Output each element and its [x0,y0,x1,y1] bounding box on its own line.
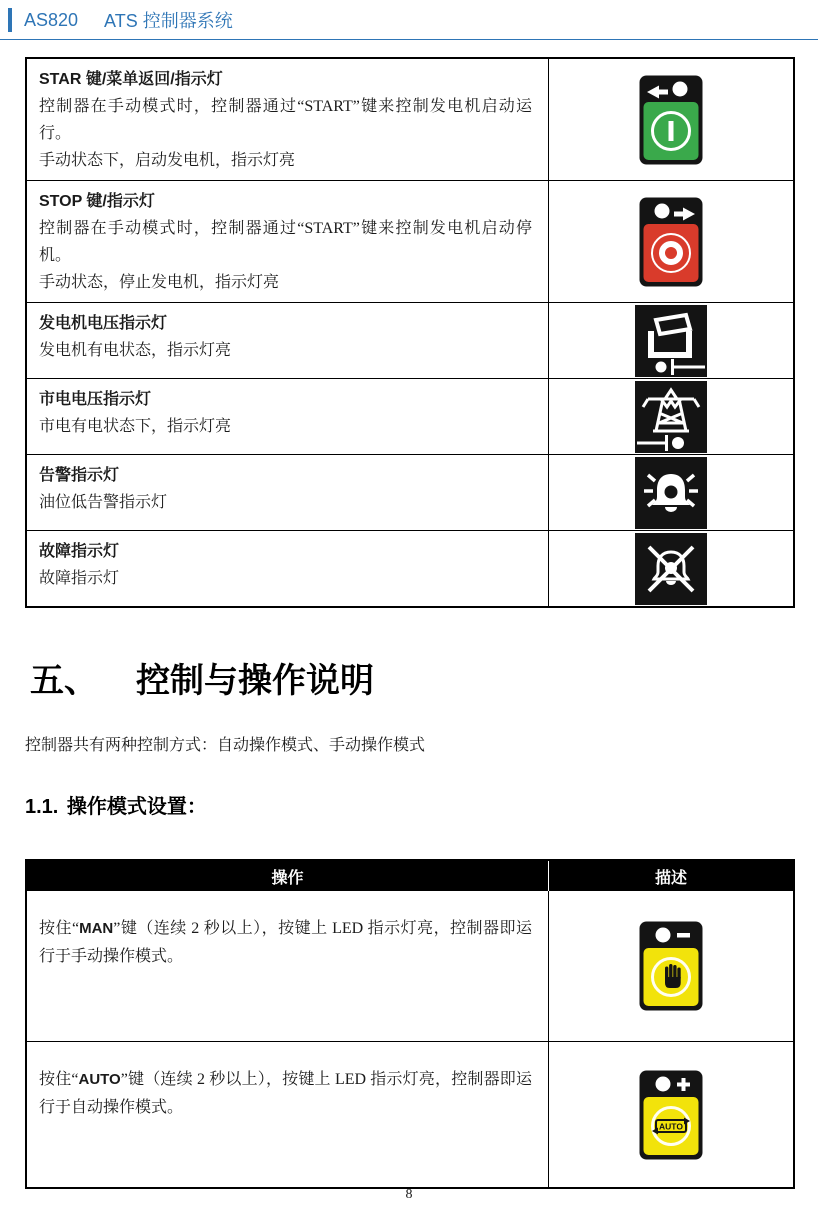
section-number: 五、 [30,662,98,700]
alarm-bell-icon [635,457,707,529]
row-text-cell [27,181,549,302]
table-row [27,1041,793,1187]
fault-bell-icon [635,533,707,605]
row-title: 告警指示灯 [39,467,120,484]
man-button-icon [639,921,703,1011]
op-text-pre: 按住“ [39,1071,79,1088]
section-heading [30,660,818,702]
row-title: 发电机电压指示灯 [39,315,168,332]
subsection-heading [25,793,818,821]
mains-voltage-icon [635,381,707,453]
table-row [27,180,793,302]
operation-table-header [27,861,793,891]
header-model: AS820 [24,9,79,30]
operation-table [25,859,795,1189]
row-desc: 发电机有电状态，指示灯亮 [39,342,232,359]
icon-cell [549,59,793,180]
row-desc: 油位低告警指示灯 [39,494,168,511]
table-row [27,59,793,180]
row-title: 故障指示灯 [39,543,120,560]
table-row [27,454,793,530]
row-text-cell [27,455,549,530]
subsection-title: 操作模式设置： [66,796,207,818]
icon-cell [549,303,793,378]
section-title: 控制与操作说明 [136,662,374,700]
row-text-cell [27,891,549,1041]
header-title: ATS 控制器系统 [104,11,233,31]
start-button-icon [639,75,703,165]
icon-cell [549,379,793,454]
row-title: 市电电压指示灯 [39,391,152,408]
row-text-cell [27,303,549,378]
indicator-table [25,57,795,608]
row-text-cell [27,531,549,606]
op-text-post: ”键（连续 2 秒以上），按键上 LED 指示灯亮，控制器即运行于手动操作模式。 [39,920,532,965]
row-desc: 控制器在手动模式时，控制器通过“START”键来控制发电机启动运行。 [39,98,532,142]
row-desc: 市电有电状态下，指示灯亮 [39,418,232,435]
row-desc: 控制器在手动模式时，控制器通过“START”键来控制发电机启动停机。 [39,220,532,264]
op-text-pre: 按住“ [39,920,80,937]
intro-paragraph: 控制器共有两种控制方式：自动操作模式、手动操作模式 [25,737,426,754]
table-row [27,302,793,378]
icon-cell [549,1042,793,1187]
table-row [27,891,793,1041]
row-desc: 手动状态下，启动发电机，指示灯亮 [39,152,296,169]
stop-button-icon [639,197,703,287]
subsection-number: 1.1. [25,796,59,818]
row-text-cell [27,379,549,454]
op-text-post: ”键（连续 2 秒以上），按键上 LED 指示灯亮，控制器即运行于自动操作模式。 [39,1071,532,1116]
page-header [0,0,818,40]
column-header-operation: 操作 [27,861,549,891]
row-desc: 故障指示灯 [39,570,120,587]
row-desc: 手动状态，停止发电机，指示灯亮 [39,274,280,291]
column-header-description: 描述 [654,869,687,887]
table-row [27,530,793,606]
icon-cell [549,181,793,302]
op-key-name: MAN [79,920,114,937]
icon-cell [549,531,793,606]
icon-cell [549,455,793,530]
op-key-name: AUTO [78,1071,121,1088]
svg-text:AUTO: AUTO [659,1121,683,1131]
table-row [27,378,793,454]
icon-cell [549,891,793,1041]
header-accent-bar [8,8,12,32]
generator-voltage-icon [635,305,707,377]
page-number: 8 [405,1187,413,1202]
row-text-cell [27,1042,549,1187]
row-title: STOP 键/指示灯 [39,193,155,210]
row-title: STAR 键/菜单返回/指示灯 [39,71,223,88]
row-text-cell [27,59,549,180]
auto-button-icon [639,1070,703,1160]
